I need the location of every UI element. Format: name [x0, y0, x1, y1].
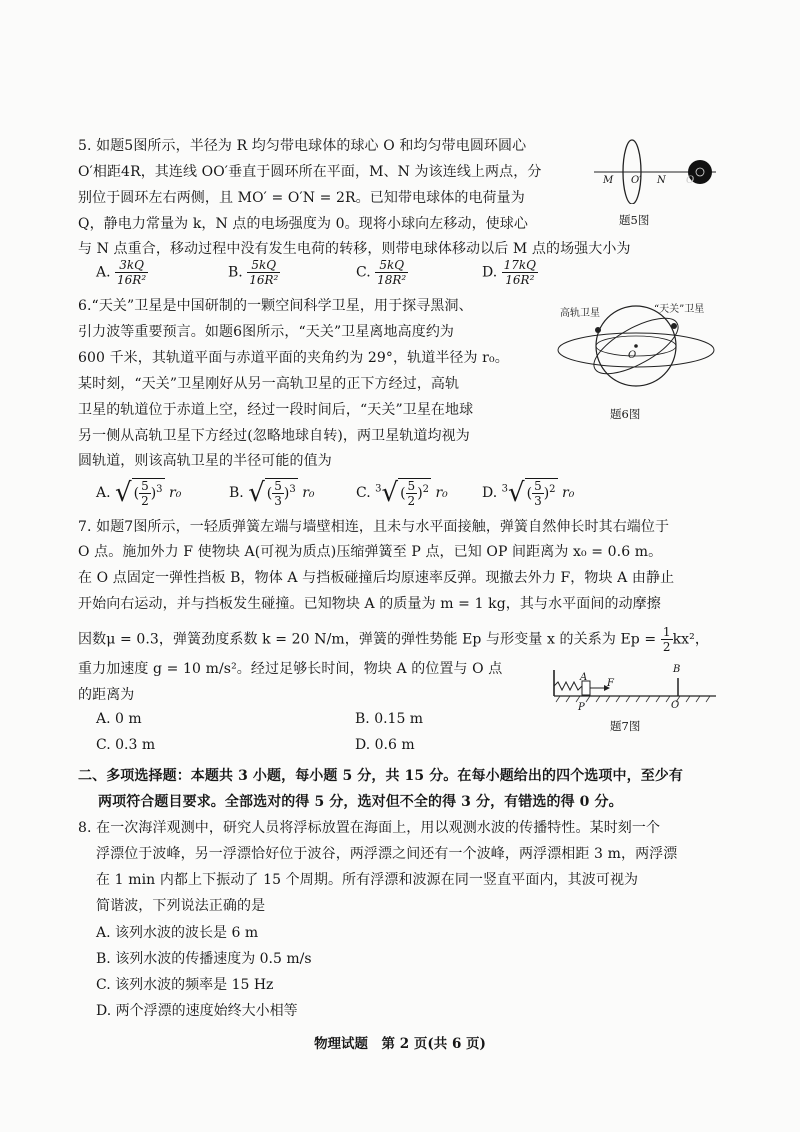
q6-line-5: 卫星的轨道位于赤道上空，经过一段时间后，“天关”卫星在地球 [78, 402, 474, 418]
q5-option-b: B. $\frac{5kQ}{\text{16R²}}$ [228, 258, 279, 287]
section2-line-2: 两项符合题目要求。全部选对的得 5 分，选对但不全的得 3 分，有错选的得 0 分。 [98, 794, 623, 810]
q5-line-1: 5. 如题5图所示，半径为 R 均匀带电球体的球心 O 和均匀带电圆环圆心 [78, 138, 527, 154]
fig5-label-o: O [686, 175, 695, 186]
q6-option-c: C. $^3$√ ( $\frac{5}{2}$ )$^2$ r₀ [356, 478, 448, 508]
q5-option-a: A. $\frac{3kQ}{\text{16R²}}$ [96, 258, 147, 287]
fig5-label-o-prime: O′ [631, 175, 642, 186]
q6-line-1: 6.“天关”卫星是中国研制的一颗空间科学卫星，用于探寻黑洞、 [78, 298, 473, 314]
q6-line-2: 引力波等重要预言。如题6图所示，“天关”卫星离地高度约为 [78, 324, 455, 340]
q8-line-3: 在 1 min 内都上下振动了 15 个周期。所有浮漂和波源在同一竖直平面内，其波可视为 [96, 872, 639, 888]
fig7-label-p: P [578, 702, 585, 713]
q7-option-c: C. 0.3 m [96, 737, 156, 753]
q7-line-5: 因数μ = 0.3，弹簧劲度系数 k = 20 N/m，弹簧的弹性势能 Ep 与形变量 x 的关系为 Ep = $\frac{1}{2}$ kx²， [78, 625, 709, 654]
fig6-label-tianguan: “天关”卫星 [654, 304, 705, 315]
fig5-label-m: M [603, 175, 614, 186]
fig7-label-o: O [671, 700, 680, 711]
q5-line-5: 与 N 点重合，移动过程中没有发生电荷的转移，则带电球体移动以后 M 点的场强大小为 [78, 241, 631, 257]
fig7-label-a: A [580, 672, 588, 683]
q6-line-3: 600 千米，其轨道平面与赤道平面的夹角约为 29°，轨道半径为 r₀。 [78, 350, 509, 366]
q7-line-4: 开始向右运动，并与挡板发生碰撞。已知物块 A 的质量为 m = 1 kg，其与水平面间的动摩擦 [78, 596, 661, 612]
q8-option-b: B. 该列水波的传播速度为 0.5 m/s [96, 951, 312, 967]
q6-line-4: 某时刻，“天关”卫星刚好从另一高轨卫星的正下方经过，高轨 [78, 376, 460, 392]
fig5-caption: 题5图 [619, 213, 650, 227]
fig7-label-b: B [673, 664, 681, 675]
q7-line-1: 7. 如题7图所示，一轻质弹簧左端与墙壁相连，且未与水平面接触，弹簧自然伸长时其右端位于 [78, 519, 670, 535]
q7-line-7: 的距离为 [78, 687, 135, 703]
q7-option-a: A. 0 m [96, 711, 142, 727]
q5-line-4: Q，静电力常量为 k，N 点的电场强度为 0。现将小球向左移动，使球心 [78, 216, 528, 232]
q6-line-7: 圆轨道，则该高轨卫星的半径可能的值为 [78, 453, 332, 469]
fig6-caption: 题6图 [610, 407, 641, 421]
q6-line-6: 另一侧从高轨卫星下方经过(忽略地球自转)，两卫星轨道均视为 [78, 428, 470, 444]
q7-line-6: 重力加速度 g = 10 m/s²。经过足够长时间，物块 A 的位置与 O 点 [78, 661, 503, 677]
q6-option-b: B. √ ( $\frac{5}{3}$ )$^3$ r₀ [229, 478, 315, 508]
q8-option-a: A. 该列水波的波长是 6 m [96, 925, 259, 941]
q5-line-2: O′相距4R，其连线 OO′垂直于圆环所在平面，M、N 为该连线上两点，分 [78, 164, 542, 180]
q8-line-4: 简谐波，下列说法正确的是 [96, 898, 266, 914]
q7-line-2: O 点。施加外力 F 使物块 A(可视为质点)压缩弹簧至 P 点，已知 OP 间距离为 x₀ = 0.6 m。 [78, 544, 663, 560]
q7-option-d: D. 0.6 m [355, 737, 415, 753]
section2-line-1: 二、多项选择题：本题共 3 小题，每小题 5 分，共 15 分。在每小题给出的四个选项中，至少有 [78, 768, 684, 784]
q7-line-3: 在 O 点固定一弹性挡板 B，物体 A 与挡板碰撞后均原速率反弹。现撤去外力 F，物块 A 由静止 [78, 570, 675, 586]
q5-option-c: C. $\frac{5kQ}{\text{18R²}}$ [356, 258, 407, 287]
q8-option-d: D. 两个浮漂的速度始终大小相等 [96, 1003, 298, 1019]
fig7-caption: 题7图 [610, 719, 641, 733]
q5-line-3: 别位于圆环左右两侧，且 MO′ = O′N = 2R。已知带电球体的电荷量为 [78, 190, 525, 206]
fig6-label-center: O [628, 350, 637, 361]
figure-7-spring-block [550, 664, 720, 710]
fig7-label-f: F [607, 678, 614, 689]
fig6-label-high-orbit: 高轨卫星 [560, 308, 600, 319]
q8-option-c: C. 该列水波的频率是 15 Hz [96, 977, 274, 993]
q7-option-b: B. 0.15 m [355, 711, 424, 727]
q6-option-a: A. √ ( $\frac{5}{2}$ )$^3$ r₀ [96, 478, 182, 508]
page-footer: 物理试题 第 2 页(共 6 页) [314, 1036, 486, 1052]
q6-option-d: D. $^3$√ ( $\frac{5}{3}$ )$^2$ r₀ [482, 478, 575, 508]
figure-5-ring-and-sphere [592, 134, 722, 204]
fig5-label-n: N [657, 175, 666, 186]
q8-line-1: 8. 在一次海洋观测中，研究人员将浮标放置在海面上，用以观测水波的传播特性。某时刻一个 [78, 820, 661, 836]
q8-line-2: 浮漂位于波峰，另一浮漂恰好位于波谷，两浮漂之间还有一个波峰，两浮漂相距 3 m，两浮漂 [96, 846, 678, 862]
q5-option-d: D. $\frac{17kQ}{\text{16R²}}$ [482, 258, 537, 287]
